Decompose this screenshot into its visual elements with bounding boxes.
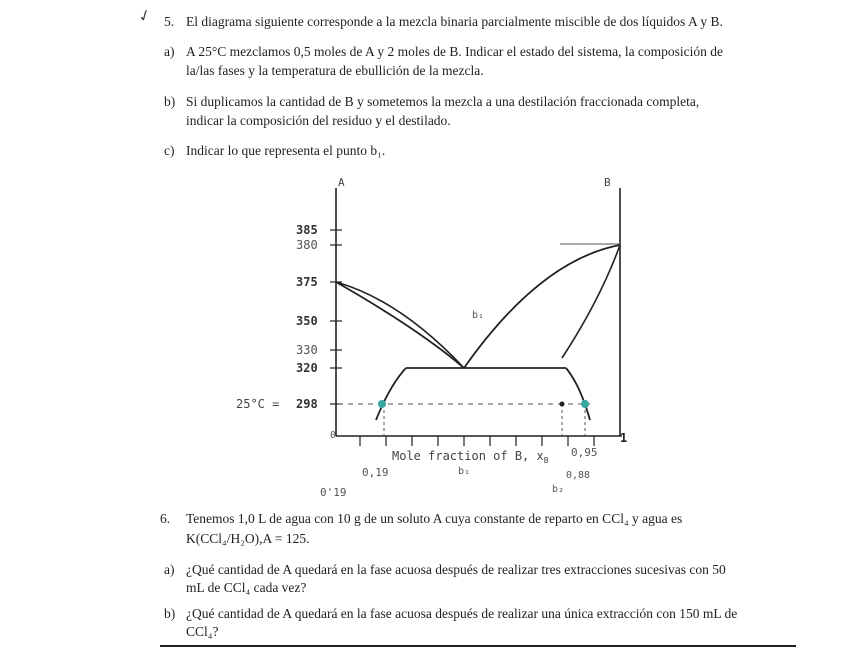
problem-6-line2: K(CCl₄/H₂O),A = 125. — [186, 531, 310, 546]
x-start-label: 0 — [330, 430, 337, 441]
solubility-curve-left — [376, 368, 406, 420]
handwritten-019-low: 0'19 — [320, 486, 347, 499]
problem-5a-line1: A 25°C mezclamos 0,5 moles de A y 2 moles de B. Indicar el estado del sistema, la composición de — [186, 44, 724, 59]
y-tick-298: 298 — [296, 397, 318, 411]
handwritten-check-mark: ✓ — [135, 4, 155, 27]
vapour-curve-right — [464, 245, 620, 368]
vapour-curve-left — [336, 282, 464, 368]
problem-5b-line2: indicar la composición del residuo y el destilado. — [186, 113, 451, 128]
handwritten-b1: b₁ — [458, 466, 471, 477]
problem-5a-label: a) — [164, 44, 175, 59]
problem-6-number: 6. — [160, 511, 171, 526]
solubility-curve-right — [566, 368, 590, 420]
y-tick-375: 375 — [296, 275, 318, 289]
handwritten-b2: b₂ — [552, 484, 565, 495]
point-left-highlight — [378, 400, 386, 408]
problem-5c-text: Indicar lo que representa el punto b₁. — [186, 143, 386, 158]
problem-6a-line2: mL de CCl₄ cada vez? — [186, 580, 307, 595]
y-tick-350: 350 — [296, 314, 318, 328]
x-end-label: 1 — [620, 431, 628, 445]
problem-5b-label: b) — [164, 94, 176, 109]
label-B: B — [604, 176, 611, 189]
problem-6b-label: b) — [164, 606, 176, 621]
x-axis-label: Mole fraction of B, $x_B$ — [392, 449, 549, 465]
y-tick-330: 330 — [296, 343, 318, 357]
problem-6a-label: a) — [164, 562, 175, 577]
y-tick-380: 380 — [296, 238, 318, 252]
liquidus-curve-right — [562, 245, 620, 358]
bottom-rule — [160, 645, 796, 647]
problem-5a-line2: la/las fases y la temperatura de ebullición de la mezcla. — [186, 63, 484, 78]
point-b1-label: b₁ — [472, 310, 485, 321]
x-ticks — [360, 436, 594, 446]
problem-5-number: 5. — [164, 14, 175, 29]
label-A: A — [338, 176, 345, 189]
handwritten-088: 0,88 — [566, 470, 591, 481]
y-tick-385: 385 — [296, 223, 318, 237]
handwritten-095: 0,95 — [571, 446, 598, 459]
problem-6b-line2: CCl₄? — [186, 624, 219, 639]
liquidus-curve-left — [336, 282, 464, 368]
handwritten-019: 0,19 — [362, 466, 389, 479]
problem-6-line1: Tenemos 1,0 L de agua con 10 g de un soluto A cuya constante de reparto en CCl₄ y agua es — [186, 511, 683, 526]
problem-6a-line1: ¿Qué cantidad de A quedará en la fase acuosa después de realizar tres extracciones sucesivas con 50 — [186, 562, 726, 577]
y-tick-320: 320 — [296, 361, 318, 375]
temperature-label: 25°C = — [236, 397, 280, 411]
problem-5b-line1: Si duplicamos la cantidad de B y sometemos la mezcla a una destilación fraccionada completa, — [186, 94, 700, 109]
problem-5c-label: c) — [164, 143, 175, 158]
point-right-highlight — [581, 400, 589, 408]
problem-6b-line1: ¿Qué cantidad de A quedará en la fase acuosa después de realizar una única extracción con 150 mL de — [186, 606, 738, 621]
point-mixture — [560, 402, 565, 407]
problem-5-statement: El diagrama siguiente corresponde a la mezcla binaria parcialmente miscible de dos líquidos A y B. — [186, 14, 723, 29]
